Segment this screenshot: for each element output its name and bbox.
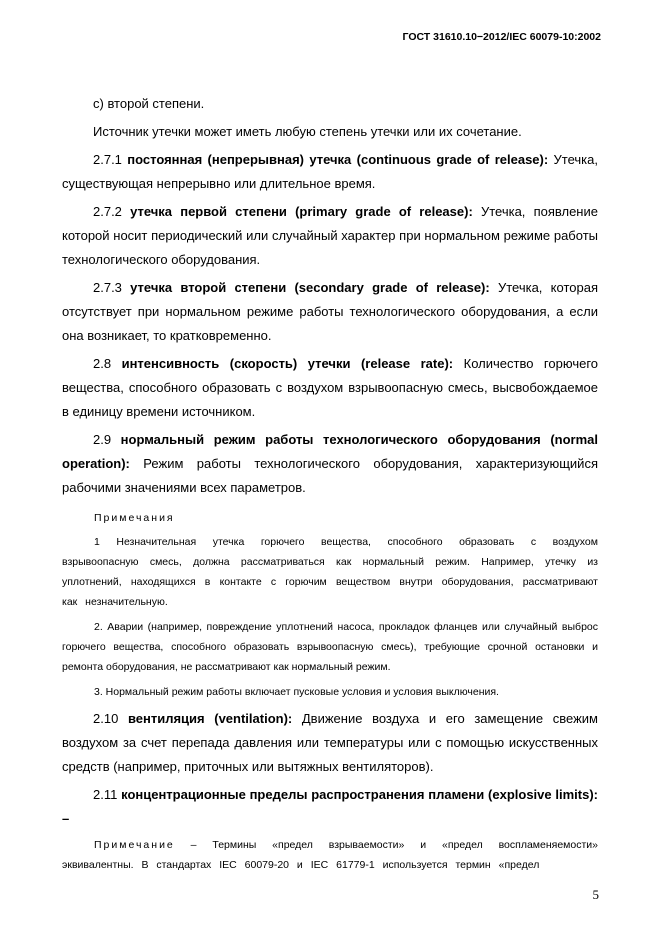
document-header: ГОСТ 31610.10−2012/IEC 60079-10:2002 bbox=[402, 31, 601, 43]
definition-text: Утечка, появление которой носит периодический или случайный характер при нормальном режиме работы технологического оборудования. bbox=[62, 204, 598, 267]
release-source-paragraph: Источник утечки может иметь любую степень утечки или их сочетание. bbox=[93, 124, 522, 139]
definition-2-9 bbox=[62, 428, 598, 500]
definition-text: Утечка, которая отсутствует при нормальном режиме работы технологического оборудования, а если она возникает, то кратковременно. bbox=[62, 280, 598, 343]
clause-number: 2.7.3 bbox=[93, 280, 131, 295]
term: вентиляция (ventilation): bbox=[127, 711, 293, 726]
list-item-c: с) второй степени. bbox=[93, 96, 205, 111]
definition-text: Утечка, существующая непрерывно или длительное время. bbox=[62, 152, 598, 191]
definition-text: Движение воздуха и его замещение свежим воздухом за счет перепада давления или температуры или с помощью искусственных средств (например, приточных или вытяжных вентиляторов). bbox=[62, 711, 598, 774]
definition-2-7-3 bbox=[62, 276, 598, 348]
clause-number: 2.11 bbox=[93, 787, 122, 802]
term: постоянная (непрерывная) утечка (continuous grade of release): bbox=[127, 152, 549, 167]
definition-2-10 bbox=[62, 707, 598, 779]
note-2: 2. Аварии (например, повреждение уплотнений насоса, прокладок фланцев или случайный выброс горючего вещества, способного образовать взрывоопасную смесь), требующие срочной остановки и ремонта оборудования, не рассматривают как нормальный режим. bbox=[62, 621, 598, 673]
page-number: 5 bbox=[592, 887, 599, 902]
note-text: – Термины «предел взрываемости» и «предел воспламеняемости» эквивалентны. В стандартах IEC 60079-20 и IEC 61779-1 используется термин «предел bbox=[62, 839, 598, 871]
definition-2-7-1 bbox=[62, 148, 598, 196]
clause-number: 2.9 bbox=[93, 432, 121, 447]
clause-number: 2.10 bbox=[93, 711, 128, 726]
page-content bbox=[62, 92, 598, 880]
definition-2-7-2 bbox=[62, 200, 598, 272]
definition-text: Количество горючего вещества, способного образовать с воздухом взрывоопасную смесь, высвобождаемое в единицу времени источником. bbox=[62, 356, 599, 419]
term: нормальный режим работы технологического оборудования (normal operation): bbox=[62, 432, 598, 471]
note-label: Примечание bbox=[94, 839, 175, 851]
definition-2-8 bbox=[62, 352, 598, 424]
note-3: 3. Нормальный режим работы включает пусковые условия и условия выключения. bbox=[94, 686, 499, 698]
term: концентрационные пределы распространения пламени (explosive limits): – bbox=[62, 787, 598, 826]
definition-2-11 bbox=[62, 783, 598, 831]
term: утечка второй степени (secondary grade of release): bbox=[130, 280, 490, 295]
notes-heading: Примечания bbox=[94, 512, 175, 524]
term: интенсивность (скорость) утечки (release rate): bbox=[121, 356, 454, 371]
definition-text: Режим работы технологического оборудования, характеризующийся рабочими значениями всех параметров. bbox=[62, 456, 598, 495]
clause-number: 2.7.1 bbox=[93, 152, 128, 167]
note-1: 1 Незначительная утечка горючего вещества, способного образовать с воздухом взрывоопасную смесь, должна рассматриваться как нормальный режим. Например, утечку из уплотнений, находящихся в контакте с горючим веществом внутри оборудования, рассматривают как незначительную. bbox=[62, 536, 598, 608]
final-note bbox=[62, 835, 598, 875]
clause-number: 2.7.2 bbox=[93, 204, 131, 219]
term: утечка первой степени (primary grade of release): bbox=[130, 204, 473, 219]
clause-number: 2.8 bbox=[93, 356, 122, 371]
